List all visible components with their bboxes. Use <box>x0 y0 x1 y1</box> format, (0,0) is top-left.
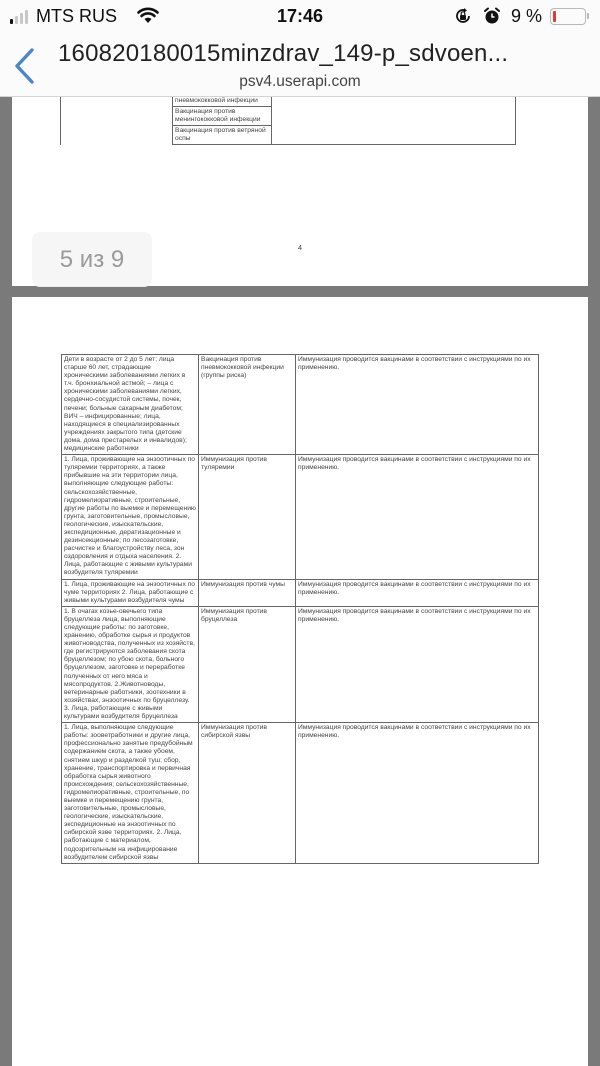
document-host: psv4.userapi.com <box>239 73 361 90</box>
battery-nub <box>587 13 589 19</box>
table-cell-group: 1. Лица, проживающие на энзоотичных по туляремии территориях, а также прибывшие на эти территории лица, выполняющие следующие работы: сельскохозяйственные, гидромелиоративные, строительные, другие работы по выемке и перемещению грунта, заготовительные, промысловые, геологические, изыскательские, экспедиционные, дератизационные и дезинсекционные; по лесозаготовке, расчистке и благоустройству леса, зон оздоровления и отдыха населения. 2. Лица, работающие с живыми культурами возбудителя туляремии <box>62 455 199 579</box>
alarm-icon <box>483 7 501 25</box>
table-cell-vaccine: Вакцинация против ветряной оспы <box>173 126 272 145</box>
browser-header <box>0 0 600 97</box>
battery-icon <box>550 8 586 25</box>
table-cell-group: 1. Лица, выполняющие следующие работы: зооветработники и другие лица, профессионально занятые предубойным содержанием скота, а также убоем, снятием шкур и разделкой туш; сбор, хранение, транспортировка и первичная обработка сырья животного происхождения; сельскохозяйственные, гидромелиоративные, строительные, по выемке и перемещению грунта, заготовительные, промысловые, геологические, изыскательские, экспедиционные на энзоотичных по сибирской язве территориях. 2. Лица, работающие с материалом, подозрительным на инфицирование возбудителем сибирской язвы <box>62 723 199 864</box>
table-row <box>62 355 539 455</box>
table-row <box>62 606 539 722</box>
table-cell-vaccination: Иммунизация против чумы <box>199 579 296 606</box>
carrier-name: MTS RUS <box>36 6 117 26</box>
table-cell-vaccination: Иммунизация против бруцеллеза <box>199 606 296 722</box>
pdf-page-5 <box>12 297 588 1066</box>
status-bar <box>0 0 600 34</box>
table-row <box>62 723 539 864</box>
table-row <box>62 455 539 579</box>
table-cell-procedure: Иммунизация проводится вакцинами в соответствии с инструкциями по их применению. <box>296 606 539 722</box>
pdf-viewer[interactable] <box>0 97 600 1066</box>
page-indicator: 5 из 9 <box>32 232 152 287</box>
table-cell-procedure: Иммунизация проводится вакцинами в соответствии с инструкциями по их применению. <box>296 723 539 864</box>
clock: 17:46 <box>276 6 324 26</box>
battery-percent: 9 % <box>511 6 543 26</box>
table-cell-group: 1. Лица, проживающие на энзоотичных по чуме территориях 2. Лица, работающие с живыми культурами возбудителя чумы <box>62 579 199 606</box>
table-cell-procedure: Иммунизация проводится вакцинами в соответствии с инструкциями по их применению. <box>296 579 539 606</box>
table-row <box>62 579 539 606</box>
table-cell-vaccine: Вакцинация против менингококковой инфекции <box>173 107 272 126</box>
document-title: 160820180015minzdrav_149-p_sdvoen... <box>58 40 509 67</box>
table-cell-procedure: Иммунизация проводится вакцинами в соответствии с инструкциями по их применению. <box>296 455 539 579</box>
vaccination-table-continued <box>60 97 516 145</box>
table-cell-vaccine: пневмококковой инфекции <box>173 97 272 107</box>
table-cell-vaccination: Иммунизация против туляремии <box>199 455 296 579</box>
table-cell-procedure: Иммунизация проводится вакцинами в соответствии с инструкциями по их применению. <box>296 355 539 455</box>
vaccination-table <box>61 354 539 864</box>
page-number: 4 <box>297 243 303 252</box>
table-cell-group: 1. В очагах козье-овечьего типа бруцеллеза лица, выполняющие следующие работы: по заготовке, хранению, обработке сырья и продуктов животноводства, полученных из хозяйств, где регистрируются заболевания скота бруцеллезом; по убою скота, больного бруцеллезом, заготовке и переработке полученных от него мяса и мясопродуктов. 2.Животноводы, ветеринарные работники, зоотехники в хозяйствах, энзоотичных по бруцеллезу. 3. Лица, работающие с живыми культурами возбудителя бруцеллеза <box>62 606 199 722</box>
rotation-lock-icon <box>454 7 472 25</box>
table-cell-empty <box>61 97 173 145</box>
table-cell-vaccination: Иммунизация против сибирской язвы <box>199 723 296 864</box>
table-cell-vaccination: Вакцинация против пневмококковой инфекции (группы риска) <box>199 355 296 455</box>
table-cell-group: Дети в возрасте от 2 до 5 лет; лица старше 60 лет, страдающие хроническими заболеваниями легких в т.ч. бронхиальной астмой; – лица с хроническими заболеваниями легких, сердечно-сосудистой системы, почек, печени; больные сахарным диабетом; ВИЧ – инфицированные; лица, находящиеся в специализированных учреждениях закрытого типа (детские дома, дома престарелых и инвалидов); медицинские работники <box>62 355 199 455</box>
table-cell-empty <box>272 97 516 145</box>
